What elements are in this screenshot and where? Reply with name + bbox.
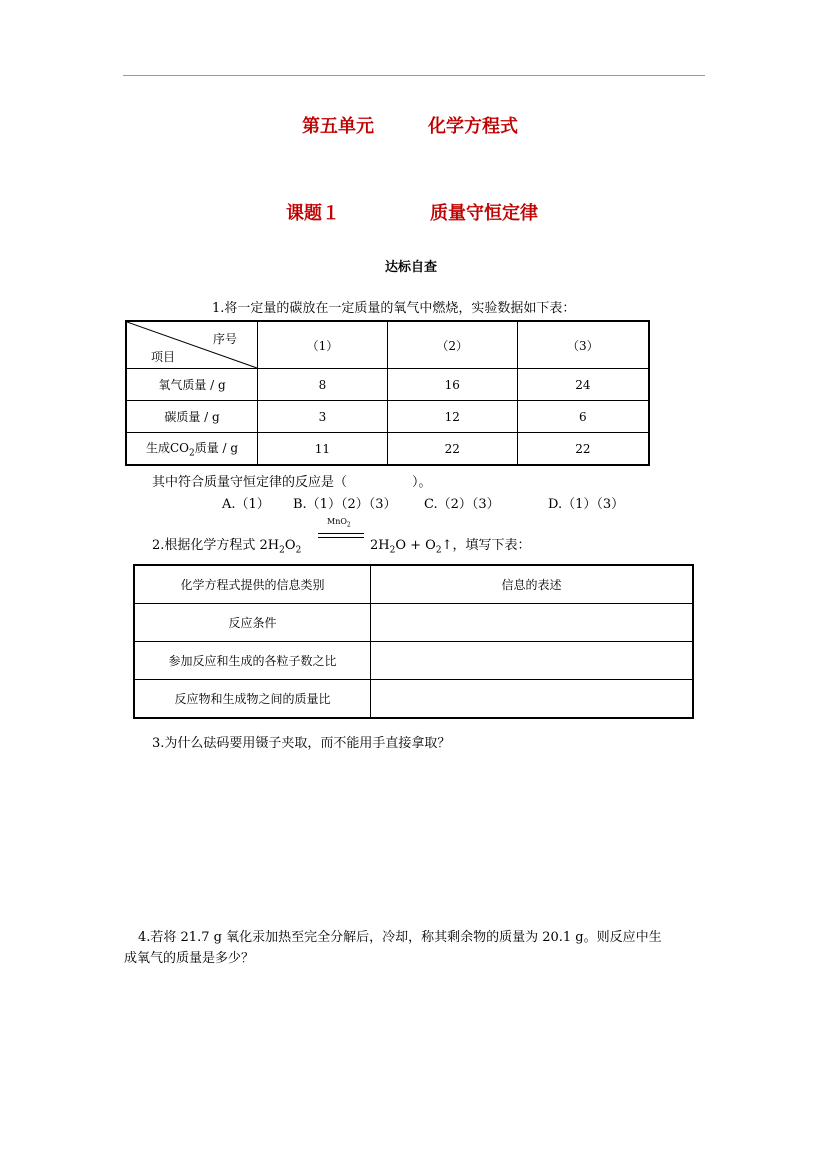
q2-info-table <box>133 564 694 719</box>
option-d: D.（1）（3） <box>548 497 625 512</box>
table-row <box>126 369 649 401</box>
column-header: 化学方程式提供的信息类别 <box>134 565 371 604</box>
q1-prompt: 1.将一定量的碳放在一定质量的氧气中燃烧，实验数据如下表： <box>212 301 576 316</box>
q1-data-table <box>125 320 650 466</box>
q2-products: $2H_2O$ + $O_2↑$，填写下表： <box>370 538 531 556</box>
q4-line2: 成氧气的质量是多少？ <box>124 951 255 966</box>
table-cell: 24 <box>517 369 649 401</box>
table-cell: 22 <box>387 433 517 466</box>
header-rule <box>123 75 705 76</box>
row-label: 碳质量 / g <box>126 401 258 433</box>
option-a: A.（1） <box>222 497 270 512</box>
option-c: C.（2）（3） <box>424 497 500 512</box>
q2-prompt: 2.根据化学方程式 $2H_2O_2$ <box>152 538 302 556</box>
column-header: 信息的表述 <box>371 565 694 604</box>
table-row <box>134 680 693 719</box>
table-row <box>134 604 693 642</box>
section-title: 达标自查 <box>385 260 438 275</box>
row-label: 氧气质量 / g <box>126 369 258 401</box>
reaction-equals-sign <box>318 533 364 538</box>
lesson-title: 课题１ 质量守恒定律 <box>286 203 538 224</box>
answer-cell[interactable] <box>371 604 694 642</box>
table-cell: 22 <box>517 433 649 466</box>
row-label: 生成$CO_2$质量 / g <box>126 433 258 466</box>
table-row <box>134 642 693 680</box>
column-header: （1） <box>258 321 388 369</box>
option-b: B.（1）（2）（3） <box>293 497 397 512</box>
catalyst-label: MnO$_2$ <box>327 517 351 529</box>
table-cell: 3 <box>258 401 388 433</box>
column-header: （2） <box>387 321 517 369</box>
q1-question: 其中符合质量守恒定律的反应是（ ）。 <box>152 475 432 490</box>
table-cell: 16 <box>387 369 517 401</box>
column-header: （3） <box>517 321 649 369</box>
table-row <box>126 433 649 466</box>
row-label: 反应条件 <box>134 604 371 642</box>
table-cell: 11 <box>258 433 388 466</box>
row-label: 参加反应和生成的各粒子数之比 <box>134 642 371 680</box>
table-cell: 6 <box>517 401 649 433</box>
row-label: 反应物和生成物之间的质量比 <box>134 680 371 719</box>
table-cell: 12 <box>387 401 517 433</box>
q3-prompt: 3.为什么砝码要用镊子夹取，而不能用手直接拿取？ <box>152 736 451 751</box>
answer-cell[interactable] <box>371 680 694 719</box>
unit-title: 第五单元 化学方程式 <box>302 116 518 137</box>
table-row <box>126 401 649 433</box>
diagonal-line <box>127 322 257 368</box>
table-header-row <box>134 565 693 604</box>
corner-bottom-label: 项目 <box>151 350 176 364</box>
answer-cell[interactable] <box>371 642 694 680</box>
q4-line1: 4.若将 21.7 g 氧化汞加热至完全分解后，冷却，称其剩余物的质量为 20.1 g。则反应中生 <box>138 930 662 945</box>
corner-cell <box>126 321 258 369</box>
corner-top-label: 序号 <box>212 332 237 346</box>
table-header-row <box>126 321 649 369</box>
table-cell: 8 <box>258 369 388 401</box>
